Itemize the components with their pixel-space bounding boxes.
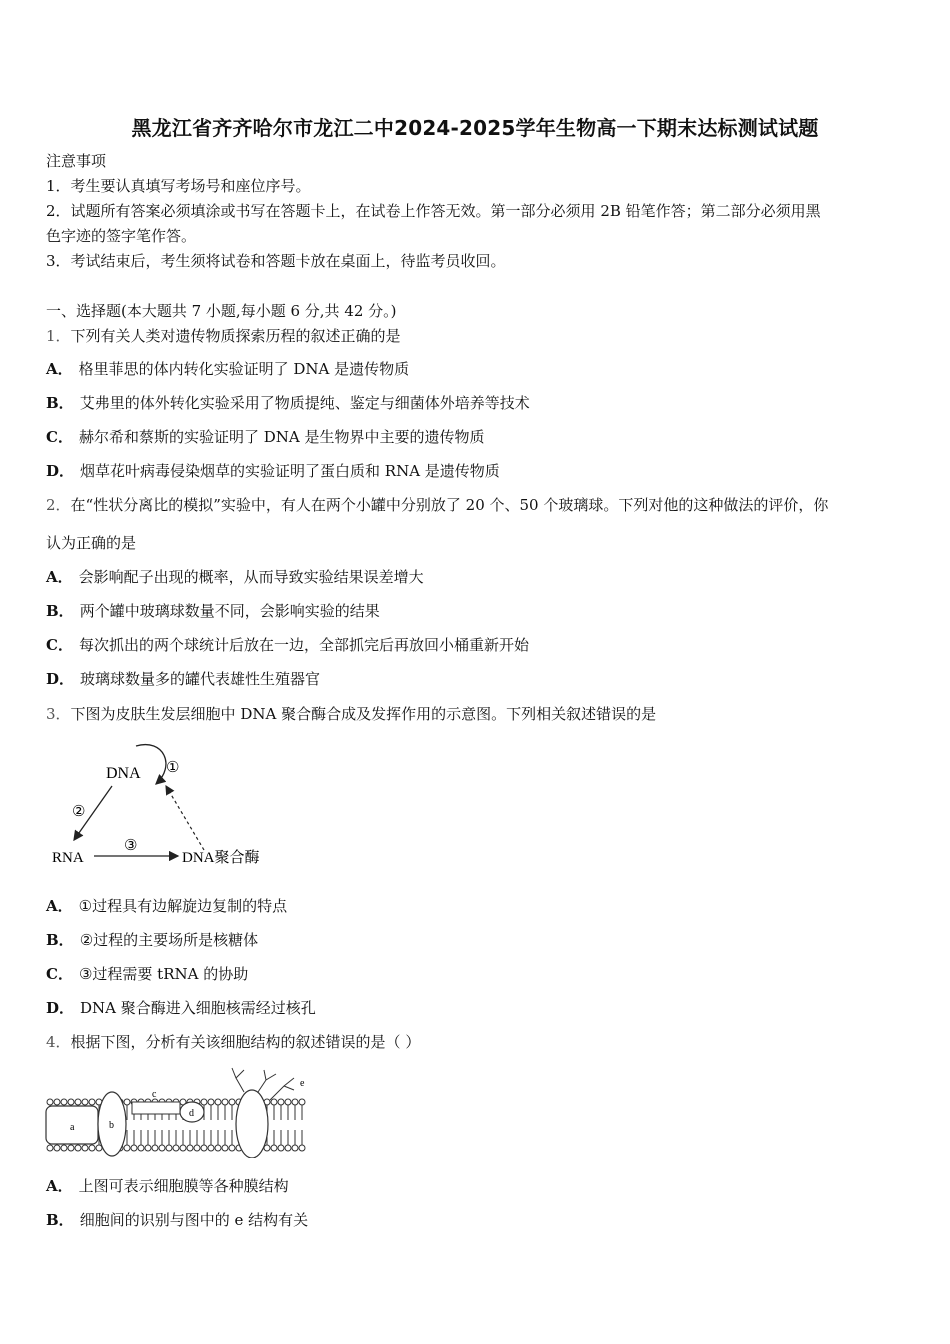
- lipid-head: [201, 1099, 207, 1105]
- option-key: D．: [46, 670, 75, 688]
- option-row: [46, 425, 908, 449]
- option-key: A．: [46, 897, 73, 915]
- option-row: [46, 962, 908, 986]
- lipid-head: [47, 1145, 53, 1151]
- option-text: 细胞间的识别与图中的 e 结构有关: [79, 1211, 309, 1229]
- lipid-head: [54, 1099, 60, 1105]
- option-text: 每次抓出的两个球统计后放在一边，全部抓完后再放回小桶重新开始: [78, 636, 529, 654]
- section-heading: 一、选择题(本大题共 7 小题,每小题 6 分,共 42 分。): [46, 302, 397, 320]
- question-4-stem: [46, 1030, 908, 1054]
- lipid-head: [271, 1145, 277, 1151]
- option-row: [46, 633, 908, 657]
- label-d: d: [189, 1108, 194, 1119]
- lipid-head: [145, 1145, 151, 1151]
- option-key: C．: [46, 428, 73, 446]
- lipid-head: [299, 1145, 305, 1151]
- lipid-head: [229, 1145, 235, 1151]
- lipid-head: [124, 1145, 130, 1151]
- option-text: 格里菲思的体内转化实验证明了 DNA 是遗传物质: [78, 360, 410, 378]
- label-e: e: [300, 1078, 305, 1089]
- lipid-head: [180, 1145, 186, 1151]
- lipid-head: [194, 1145, 200, 1151]
- option-row: [46, 1174, 908, 1198]
- option-text: DNA 聚合酶进入细胞核需经过核孔: [80, 999, 316, 1017]
- option-key: B．: [46, 931, 74, 949]
- notice-heading: 注意事项: [46, 152, 107, 170]
- lipid-head: [271, 1099, 277, 1105]
- lipid-head: [138, 1145, 144, 1151]
- option-key: B．: [46, 1211, 74, 1229]
- lipid-head: [201, 1145, 207, 1151]
- option-key: C．: [46, 965, 73, 983]
- lipid-head: [229, 1099, 235, 1105]
- lipid-head: [215, 1145, 221, 1151]
- question-3-stem: [46, 702, 908, 726]
- cell-membrane-diagram: [44, 1064, 312, 1158]
- step-1-marker: ①: [166, 760, 180, 776]
- question-number: 3．: [46, 705, 71, 723]
- lipid-head: [222, 1145, 228, 1151]
- lipid-head: [299, 1099, 305, 1105]
- lipid-head: [89, 1099, 95, 1105]
- lipid-head: [215, 1099, 221, 1105]
- glycoprotein: [236, 1090, 268, 1158]
- option-row: [46, 599, 908, 623]
- lipid-head: [68, 1145, 74, 1151]
- question-number: 4．: [46, 1033, 71, 1051]
- lipid-head: [131, 1145, 137, 1151]
- notice-item: 1．考生要认真填写考场号和座位序号。: [46, 177, 311, 195]
- lipid-head: [173, 1145, 179, 1151]
- option-key: A．: [46, 568, 73, 586]
- lipid-head: [292, 1099, 298, 1105]
- option-key: A．: [46, 1177, 73, 1195]
- dna-polymerase-diagram: [44, 736, 284, 870]
- lipid-head: [159, 1145, 165, 1151]
- notice-item: 2．试题所有答案必须填涂或书写在答题卡上，在试卷上作答无效。第一部分必须用 2B 铅笔作答；第二部分必须用黑: [46, 202, 821, 220]
- lipid-head: [285, 1099, 291, 1105]
- enzyme-label: DNA聚合酶: [182, 850, 260, 866]
- option-key: A．: [46, 360, 73, 378]
- option-key: B．: [46, 602, 74, 620]
- option-text: 艾弗里的体外转化实验采用了物质提纯、鉴定与细菌体外培养等技术: [79, 394, 530, 412]
- step-2-marker: ②: [72, 804, 86, 820]
- option-key: D．: [46, 999, 75, 1017]
- question-2-stem-cont: 认为正确的是: [46, 534, 137, 552]
- lipid-head: [278, 1145, 284, 1151]
- question-text: 根据下图，分析有关该细胞结构的叙述错误的是（ ）: [70, 1033, 421, 1051]
- option-text: 烟草花叶病毒侵染烟草的实验证明了蛋白质和 RNA 是遗传物质: [80, 462, 500, 480]
- option-text: 赫尔希和蔡斯的实验证明了 DNA 是生物界中主要的遗传物质: [78, 428, 485, 446]
- lipid-head: [96, 1145, 102, 1151]
- step-3-marker: ③: [124, 838, 138, 854]
- lipid-head: [208, 1099, 214, 1105]
- question-number: 2．: [46, 496, 71, 514]
- option-text: ③过程需要 tRNA 的协助: [78, 965, 249, 983]
- option-row: [46, 996, 908, 1020]
- option-text: 会影响配子出现的概率，从而导致实验结果误差增大: [78, 568, 424, 586]
- lipid-head: [61, 1099, 67, 1105]
- lipid-head: [152, 1145, 158, 1151]
- option-text: 玻璃球数量多的罐代表雄性生殖器官: [80, 670, 321, 688]
- question-text: 下列有关人类对遗传物质探索历程的叙述正确的是: [70, 327, 401, 345]
- option-key: D．: [46, 462, 75, 480]
- question-2-stem: [46, 493, 908, 517]
- option-row: [46, 391, 908, 415]
- lipid-head: [187, 1145, 193, 1151]
- lipid-head: [75, 1099, 81, 1105]
- lipid-head: [54, 1145, 60, 1151]
- rna-label: RNA: [52, 850, 84, 866]
- option-row: [46, 928, 908, 952]
- lipid-head: [264, 1145, 270, 1151]
- lipid-head: [278, 1099, 284, 1105]
- option-row: [46, 357, 908, 381]
- option-text: 上图可表示细胞膜等各种膜结构: [78, 1177, 289, 1195]
- lipid-head: [292, 1145, 298, 1151]
- option-row: [46, 667, 908, 691]
- lipid-head: [222, 1099, 228, 1105]
- question-text: 下图为皮肤生发层细胞中 DNA 聚合酶合成及发挥作用的示意图。下列相关叙述错误的是: [70, 705, 657, 723]
- option-text: ②过程的主要场所是核糖体: [79, 931, 259, 949]
- option-text: 两个罐中玻璃球数量不同，会影响实验的结果: [79, 602, 380, 620]
- glycocalyx-chains: [232, 1068, 294, 1100]
- option-row: [46, 894, 908, 918]
- label-a: a: [70, 1122, 75, 1133]
- option-key: B．: [46, 394, 74, 412]
- page-title: 黑龙江省齐齐哈尔市龙江二中2024-2025学年生物高一下期末达标测试试题: [131, 116, 819, 140]
- lipid-head: [47, 1099, 53, 1105]
- lipid-head: [89, 1145, 95, 1151]
- lipid-head: [68, 1099, 74, 1105]
- lipid-head: [75, 1145, 81, 1151]
- option-row: [46, 1208, 908, 1232]
- lipid-head: [82, 1099, 88, 1105]
- question-number: 1．: [46, 327, 71, 345]
- notice-item: 色字迹的签字笔作答。: [46, 227, 197, 245]
- label-b: b: [109, 1120, 114, 1131]
- label-c: c: [152, 1089, 157, 1100]
- lipid-head: [61, 1145, 67, 1151]
- lipid-head: [285, 1145, 291, 1151]
- question-text: 在“性状分离比的模拟”实验中，有人在两个小罐中分别放了 20 个、50 个玻璃球。下列对他的这种做法的评价，你: [70, 496, 829, 514]
- structure-c-box: [132, 1102, 180, 1114]
- option-row: [46, 565, 908, 589]
- lipid-head: [124, 1099, 130, 1105]
- option-text: ①过程具有边解旋边复制的特点: [78, 897, 288, 915]
- question-1-stem: [46, 324, 908, 348]
- notice-item: 3．考试结束后，考生须将试卷和答题卡放在桌面上，待监考员收回。: [46, 252, 506, 270]
- lipid-head: [166, 1145, 172, 1151]
- enzyme-return-arrow: [166, 786, 204, 850]
- option-row: [46, 459, 908, 483]
- option-key: C．: [46, 636, 73, 654]
- lipid-head: [82, 1145, 88, 1151]
- lipid-head: [208, 1145, 214, 1151]
- dna-label: DNA: [106, 765, 141, 782]
